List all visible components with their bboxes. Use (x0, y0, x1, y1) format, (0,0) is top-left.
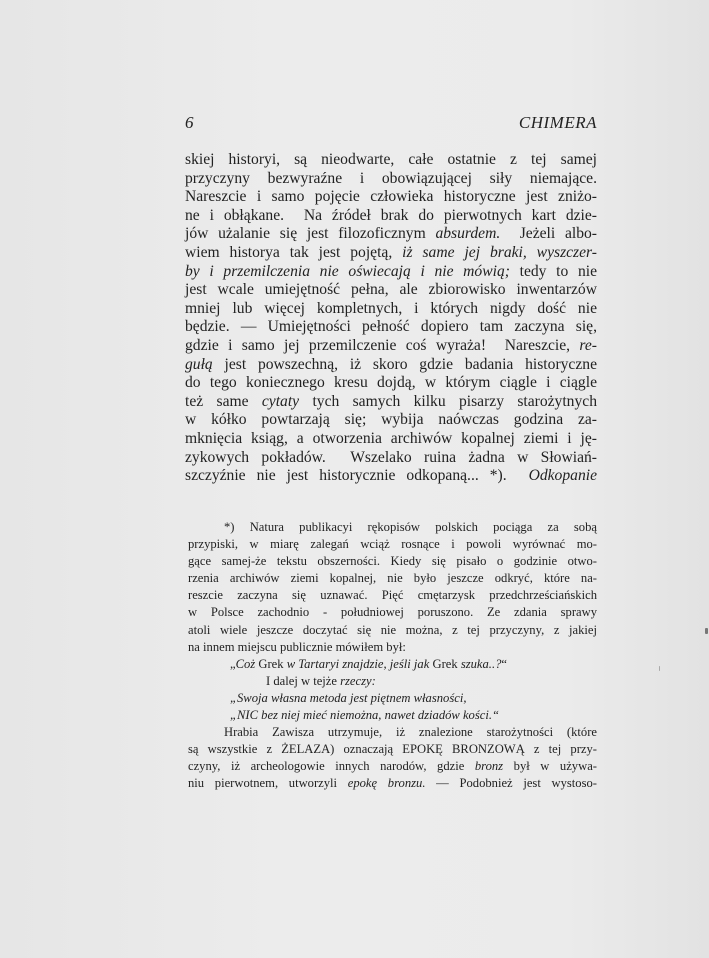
text-line: będzie. — Umiejętności pełność dopiero tam zaczyna się, (185, 318, 597, 336)
footnote-line: *) Natura publikacyi rękopisów polskich pociąga za sobą (224, 520, 597, 534)
footnote-line: na innem miejscu publicznie mówiłem był: (188, 639, 406, 654)
text-line: szczyźnie nie jest historycznie odkopaną... *). Odkopanie (185, 467, 597, 485)
page-number: 6 (185, 113, 194, 132)
footnote-line: gące samej-że tekstu obszerności. Kiedy się pisało o godzinie otwo- (188, 554, 597, 569)
text-line: przyczyny bezwyraźne i obowiązującej siły niemające. (185, 169, 597, 187)
scan-artifact (705, 628, 708, 634)
footnote-line: I dalej w tejże rzeczy: (266, 673, 376, 688)
main-body-text (185, 151, 597, 486)
footnote-line: przypiski, w miarę zalegań wciąż rosnące i powoli wyrównać mo- (188, 537, 597, 552)
running-title: CHIMERA (518, 113, 597, 132)
page-header (185, 113, 597, 135)
footnote-line: atoli wiele jeszcze doczytać się nie można, z tej przyczyny, z jakiej (188, 622, 597, 637)
footnote-line: reszcie zaczyna się uznawać. Pięć cmętarzysk przedchrześciańskich (188, 588, 597, 603)
footnote-line: są wszystkie z ŻELAZA) oznaczają EPOKĘ BRONZOWĄ z tej przy- (188, 742, 597, 757)
footnote-line: „Swoja własna metoda jest piętnem własności, (230, 690, 467, 705)
text-line: mniej lub więcej kompletnych, i których nigdy dość nie (185, 299, 597, 317)
text-line: by i przemilczenia nie oświecają i nie mówią; tedy to nie (185, 262, 597, 280)
footnote-line: „NIC bez niej mieć niemożna, nawet dziadów kości.“ (230, 708, 500, 723)
text-line: skiej historyi, są nieodwarte, całe ostatnie z tej samej (185, 151, 597, 168)
footnote (188, 519, 597, 793)
text-line: do tego koniecznego kresu dojdą, w którym ciągle i ciągle (185, 374, 597, 392)
text-line: ne i obłąkane. Na źródeł brak do pierwotnych kart dzie- (185, 206, 597, 224)
footnote-line: Hrabia Zawisza utrzymuje, iż znalezione starożytności (które (224, 725, 597, 740)
text-line: jów użalanie się jest filozoficznym absurdem. Jeżeli albo- (185, 225, 597, 243)
text-line: jest wcale umiejętność pełna, ale zbiorowisko inwentarzów (185, 281, 597, 299)
text-line: też same cytaty tych samych kilku pisarzy starożytnych (185, 392, 597, 410)
text-line: mknięcia ksiąg, a otworzenia archiwów kopalnej ziemi i ję- (185, 429, 597, 447)
footnote-line: rzenia archiwów ziemi kopalnej, nie było jeszcze odkryć, które na- (188, 571, 597, 586)
text-line: zykowych pokładów. Wszelako ruina żadna w Słowiań- (185, 448, 597, 466)
text-line: Nareszcie i samo pojęcie człowieka historyczne jest zniżo- (185, 188, 597, 206)
text-line: wiem historya tak jest pojętą, iż same jej braki, wyszczer- (185, 243, 597, 261)
text-line: w kółko powtarzają się; wybija naówczas godzina za- (185, 411, 597, 429)
footnote-line: w Polsce zachodnio - południowej poruszono. Ze zdania sprawy (188, 605, 597, 620)
footnote-line: „Coż Grek w Tartaryi znajdzie, jeśli jak Grek szuka..?“ (230, 656, 507, 671)
footnote-line: niu pierwotnem, utworzyli epokę bronzu. — Podobnież jest wystoso- (188, 776, 597, 791)
footnote-line: czyny, iż archeologowie innych narodów, gdzie bronz był w używa- (188, 759, 597, 774)
text-line: gułą jest powszechną, iż skoro gdzie badania historyczne (185, 355, 597, 373)
scan-artifact (659, 666, 660, 671)
text-line: gdzie i samo jej przemilczenie coś wyraża! Nareszcie, re- (185, 336, 597, 354)
